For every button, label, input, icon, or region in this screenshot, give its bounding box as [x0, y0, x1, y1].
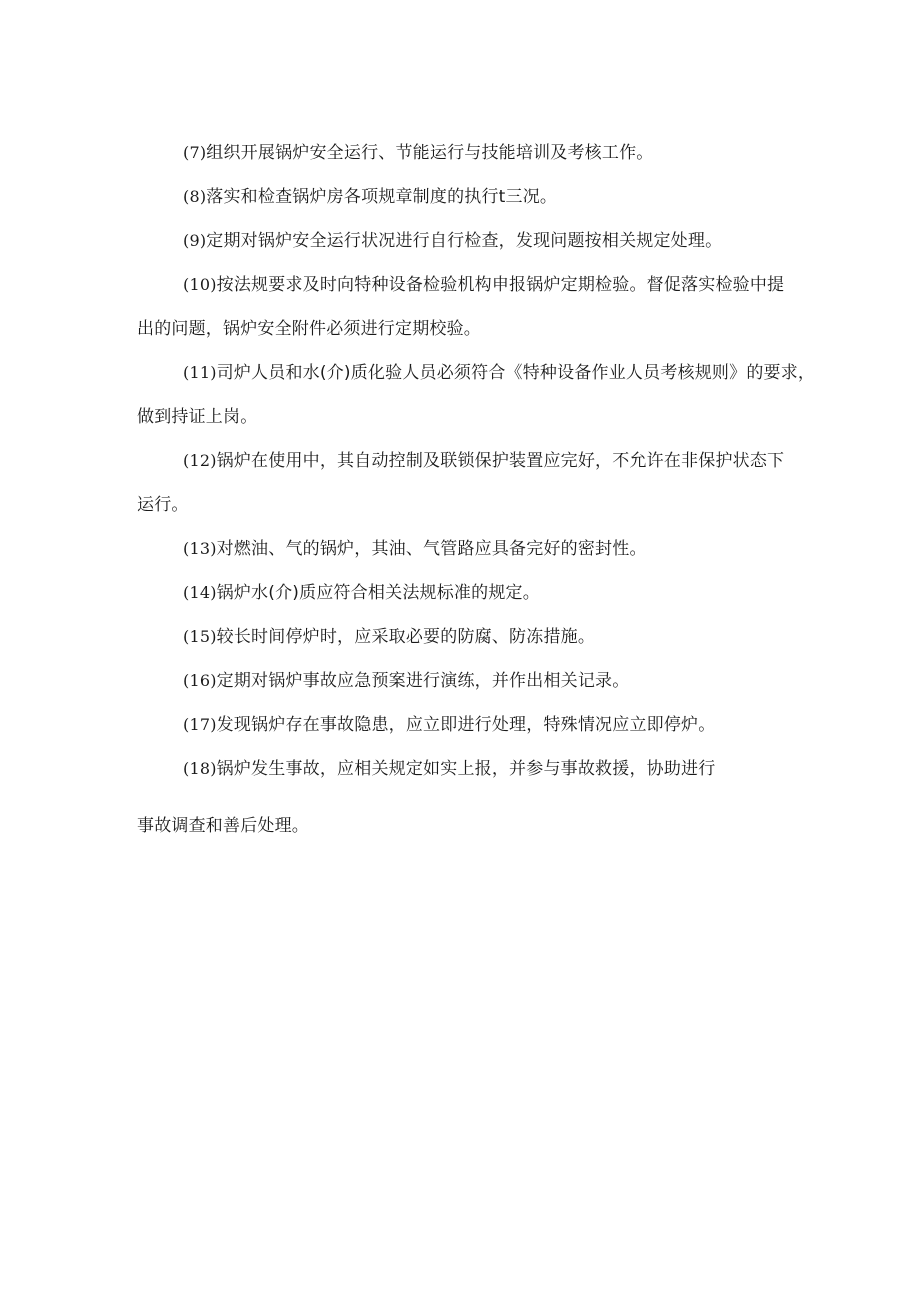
item-15	[183, 626, 595, 648]
item-number: (17)	[183, 715, 217, 734]
item-text: 定期对锅炉事故应急预案进行演练，并作出相关记录。	[216, 671, 630, 691]
item-number: (7)	[183, 143, 207, 162]
item-7	[183, 142, 653, 164]
item-number: (12)	[183, 451, 217, 470]
item-14	[183, 582, 540, 604]
item-text: 司炉人员和水(介)质化验人员必须符合《特种设备作业人员考核规则》的要求，	[216, 363, 816, 383]
item-18-continuation: 事故调查和善后处理。	[137, 816, 309, 836]
item-text: 较长时间停炉时，应采取必要的防腐、防冻措施。	[216, 627, 596, 647]
item-18	[183, 758, 715, 780]
item-number: (16)	[183, 671, 217, 690]
item-text: 组织开展锅炉安全运行、节能运行与技能培训及考核工作。	[206, 143, 654, 163]
item-12	[183, 450, 784, 472]
item-text: 定期对锅炉安全运行状况进行自行检查，发现问题按相关规定处理。	[206, 231, 723, 251]
item-number: (11)	[183, 363, 217, 382]
item-text: 锅炉发生事故，应相关规定如实上报，并参与事故救援，协助进行	[216, 759, 716, 779]
item-16	[183, 670, 629, 692]
item-number: (10)	[183, 275, 217, 294]
item-8	[183, 186, 557, 208]
item-12-continuation: 运行。	[137, 495, 189, 515]
item-9	[183, 230, 722, 252]
item-13	[183, 538, 647, 560]
item-10	[183, 274, 784, 296]
item-text: 发现锅炉存在事故隐患，应立即进行处理，特殊情况应立即停炉。	[216, 715, 716, 735]
item-10-continuation: 出的问题，锅炉安全附件必须进行定期校验。	[137, 319, 481, 339]
item-17	[183, 714, 715, 736]
item-number: (8)	[183, 187, 207, 206]
item-text: 锅炉水(介)质应符合相关法规标准的规定。	[216, 583, 540, 603]
item-text: 锅炉在使用中，其自动控制及联锁保护装置应完好，不允许在非保护状态下	[216, 451, 785, 471]
item-11	[183, 362, 815, 384]
item-number: (13)	[183, 539, 217, 558]
item-number: (14)	[183, 583, 217, 602]
item-11-continuation: 做到持证上岗。	[137, 407, 258, 427]
item-text: 落实和检查锅炉房各项规章制度的执行t三况。	[206, 187, 558, 207]
item-text: 按法规要求及时向特种设备检验机构申报锅炉定期检验。督促落实检验中提	[216, 275, 785, 295]
item-number: (18)	[183, 759, 217, 778]
item-number: (15)	[183, 627, 217, 646]
item-number: (9)	[183, 231, 207, 250]
item-text: 对燃油、气的锅炉，其油、气管路应具备完好的密封性。	[216, 539, 647, 559]
